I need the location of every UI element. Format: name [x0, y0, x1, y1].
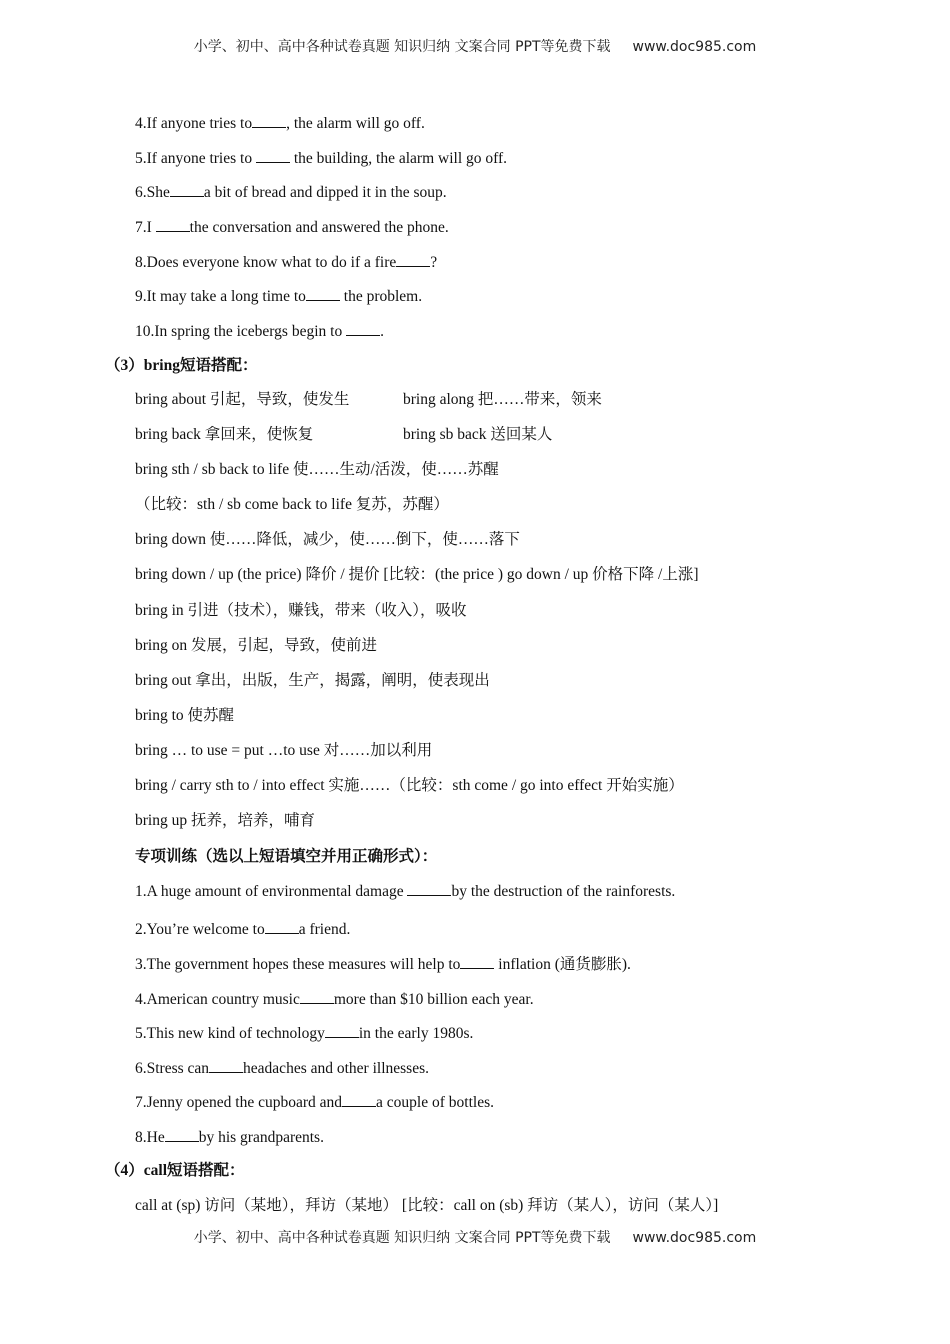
exercise-a-item	[135, 321, 384, 342]
exercise-b-item	[135, 1127, 324, 1148]
item-text: 5.If anyone tries to	[135, 150, 256, 167]
section-title: call短语搭配：	[143, 1162, 245, 1179]
item-text: 2.You’re welcome to	[135, 921, 265, 938]
item-text: 1.A huge amount of environmental damage	[135, 883, 408, 900]
exercise-b-item	[135, 919, 350, 940]
footer-text: 小学、初中、高中各种试卷真题 知识归纳 文案合同 PPT等免费下载	[193, 1230, 611, 1246]
exercise-a-item	[135, 217, 449, 238]
phrase-entry: bring down / up (the price) 降价 / 提价 [比较：(the price ) go down / up 价格下降 /上涨]	[135, 566, 699, 583]
item-text: 10.In spring the icebergs begin to	[135, 323, 347, 340]
item-text: a couple of bottles.	[376, 1094, 494, 1111]
item-text: 7.Jenny opened the cupboard and	[135, 1094, 343, 1111]
phrase-entry: bring … to use = put …to use 对……加以利用	[135, 742, 433, 759]
phrase-note: （比较：sth / sb come back to life 复苏，苏醒）	[135, 496, 449, 513]
item-text: .	[380, 323, 384, 340]
header-text: 小学、初中、高中各种试卷真题 知识归纳 文案合同 PPT等免费下载	[193, 39, 611, 55]
phrase-entry: bring on 发展，引起，导致，使前进	[135, 637, 377, 654]
item-text: 3.The government hopes these measures will help to	[135, 956, 461, 973]
item-text: by his grandparents.	[198, 1129, 324, 1146]
exercise-b-item	[135, 881, 675, 902]
item-text: 4.If anyone tries to	[135, 115, 253, 132]
exercise-a-item	[135, 148, 507, 169]
section-heading-call	[105, 1161, 245, 1181]
item-text: the conversation and answered the phone.	[189, 219, 449, 236]
practice-title: 专项训练（选以上短语填空并用正确形式）：	[135, 848, 438, 865]
answer-blank	[165, 1127, 199, 1142]
phrase-entry: call at (sp) 访问（某地），拜访（某地） [比较：call on (sb) 拜访（某人），访问（某人）]	[135, 1197, 719, 1214]
footer-url: www.doc985.com	[632, 1230, 757, 1246]
answer-blank	[252, 113, 286, 128]
item-text: in the early 1980s.	[358, 1025, 474, 1042]
item-text: 8.Does everyone know what to do if a fire	[135, 254, 397, 271]
answer-blank	[170, 182, 204, 197]
phrase-entry: bring sb back 送回某人	[403, 426, 553, 443]
section-number: （4）	[105, 1162, 144, 1179]
section-number: （3）	[105, 357, 144, 374]
phrase-entry: bring in 引进（技术），赚钱，带来（收入），吸收	[135, 602, 467, 619]
phrase-entry: bring sth / sb back to life 使……生动/活泼，使……苏醒	[135, 461, 499, 478]
answer-blank	[346, 321, 380, 336]
exercise-b-item	[135, 989, 534, 1010]
exercise-b-item	[135, 1058, 429, 1079]
answer-blank	[306, 286, 340, 301]
exercise-b-item	[135, 1092, 494, 1113]
item-text: ?	[430, 254, 438, 271]
item-text: , the alarm will go off.	[286, 115, 425, 132]
page-header	[0, 36, 950, 56]
phrase-entry: bring along 把……带来，领来	[403, 391, 602, 408]
item-text: inflation (通货膨胀).	[494, 956, 631, 973]
exercise-a-item	[135, 113, 425, 134]
exercise-a-item	[135, 182, 447, 203]
answer-blank	[342, 1092, 376, 1107]
header-url: www.doc985.com	[632, 39, 757, 55]
phrase-entry: bring / carry sth to / into effect 实施……（比较：sth come / go into effect 开始实施）	[135, 777, 684, 794]
item-text: 7.I	[135, 219, 156, 236]
exercise-b-item	[135, 954, 631, 975]
exercise-b-item	[135, 1023, 473, 1044]
answer-blank	[156, 217, 190, 232]
phrase-entry: bring about 引起，导致，使发生	[135, 391, 350, 408]
phrase-entry: bring back 拿回来，使恢复	[135, 426, 314, 443]
answer-blank	[300, 989, 334, 1004]
item-text: the building, the alarm will go off.	[289, 150, 508, 167]
item-text: a friend.	[298, 921, 351, 938]
page-footer	[0, 1227, 950, 1247]
item-text: 5.This new kind of technology	[135, 1025, 325, 1042]
item-text: a bit of bread and dipped it in the soup.	[203, 184, 447, 201]
item-text: the problem.	[339, 288, 423, 305]
answer-blank	[209, 1058, 243, 1073]
item-text: 4.American country music	[135, 991, 300, 1008]
answer-blank	[325, 1023, 359, 1038]
item-text: more than $10 billion each year.	[333, 991, 534, 1008]
item-text: 9.It may take a long time to	[135, 288, 306, 305]
exercise-a-item	[135, 252, 437, 273]
section-title: bring短语搭配：	[143, 357, 258, 374]
item-text: headaches and other illnesses.	[243, 1060, 429, 1077]
answer-blank	[407, 881, 451, 896]
phrase-entry: bring to 使苏醒	[135, 707, 235, 724]
item-text: 6.She	[135, 184, 170, 201]
answer-blank	[265, 919, 299, 934]
item-text: 8.He	[135, 1129, 165, 1146]
phrase-entry: bring out 拿出，出版，生产，揭露，阐明，使表现出	[135, 672, 490, 689]
exercise-a-item	[135, 286, 422, 307]
phrase-entry: bring up 抚养，培养，哺育	[135, 812, 315, 829]
answer-blank	[460, 954, 494, 969]
item-text: 6.Stress can	[135, 1060, 210, 1077]
phrase-entry: bring down 使……降低，减少，使……倒下，使……落下	[135, 531, 520, 548]
answer-blank	[256, 148, 290, 163]
section-heading-bring	[105, 356, 257, 376]
answer-blank	[396, 252, 430, 267]
item-text: by the destruction of the rainforests.	[451, 883, 676, 900]
